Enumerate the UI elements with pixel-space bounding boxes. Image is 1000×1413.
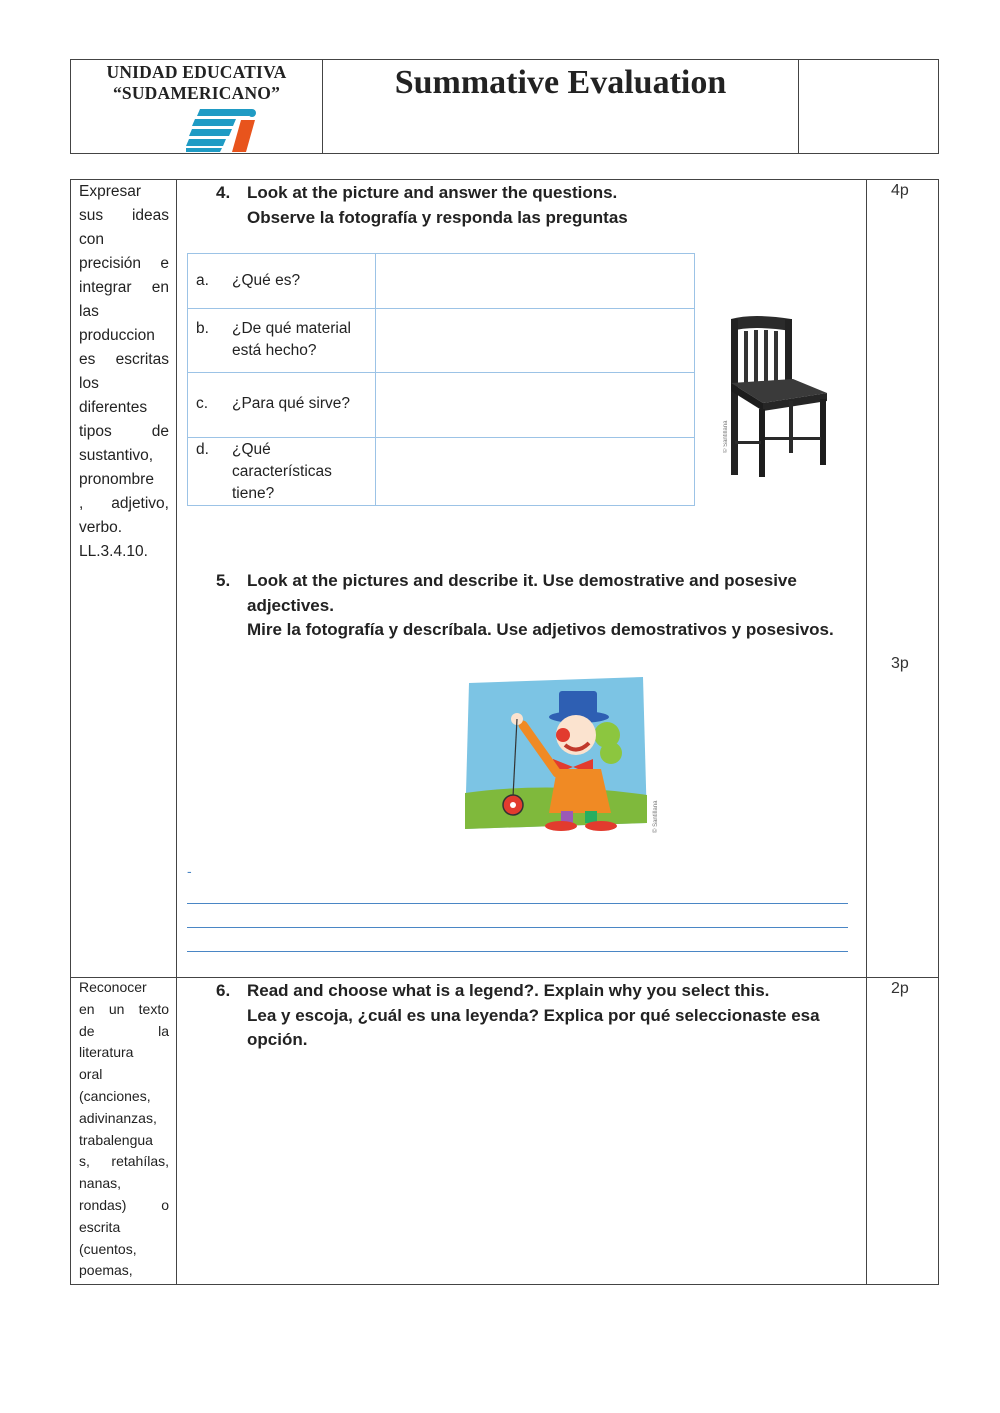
header-table (70, 59, 939, 154)
question-cell (188, 438, 376, 505)
skill-description-2 (79, 977, 169, 1282)
score-q4: 4p (891, 182, 909, 199)
skill-line: los (79, 375, 99, 392)
question-text-en: Read and choose what is a legend?. Explain why you select this. (247, 981, 770, 1000)
school-cell (71, 60, 323, 153)
skill-line: de la (79, 1022, 169, 1039)
question-text-es: Observe la fotografía y responda las preguntas (247, 207, 628, 227)
question-cell (188, 373, 376, 437)
school-name (71, 62, 322, 104)
score-q5: 3p (891, 655, 909, 672)
question-number: 4. (216, 183, 231, 202)
row-letter: c. (196, 395, 209, 412)
question-text-es: Mire la fotografía y descríbala. Use adjetivos demostrativos y posesivos. (247, 620, 834, 639)
skill-line: integrar en (79, 279, 169, 296)
answer-dash: - (187, 863, 192, 879)
question-text-es: Lea y escoja, ¿cuál es una leyenda? Explica por qué seleccionaste esa (247, 1005, 820, 1025)
answer-line[interactable] (187, 904, 848, 928)
skill-line: trabalengua (79, 1131, 153, 1148)
answer-lines[interactable] (187, 864, 848, 952)
question-cell (188, 309, 376, 372)
score-q6: 2p (891, 980, 909, 997)
skill-line: LL.3.4.10. (79, 543, 148, 560)
skill-line: sus ideas (79, 207, 169, 224)
clown-credit: © Santillana (653, 800, 659, 833)
answer-line[interactable] (187, 928, 848, 952)
table-row (188, 309, 694, 373)
skill-line: con (79, 231, 104, 248)
skill-line: (canciones, (79, 1087, 151, 1104)
skill-line: Expresar (79, 183, 142, 200)
table-row (188, 438, 694, 505)
school-logo (186, 107, 260, 153)
question-4 (216, 181, 628, 230)
skill-line: sustantivo, (79, 447, 154, 464)
skill-line: escrita (79, 1218, 121, 1235)
row-letter: b. (196, 320, 209, 337)
skill-line: verbo. (79, 519, 123, 536)
row-question: ¿De qué material está hecho? (232, 320, 351, 359)
skill-line: en un texto (79, 1000, 169, 1017)
school-name-line1: UNIDAD EDUCATIVA (106, 62, 287, 82)
column-divider-right (866, 180, 867, 1284)
skill-line: Reconocer (79, 979, 147, 995)
row-question: ¿Para qué sirve? (232, 395, 351, 412)
skill-line: nanas, (79, 1175, 122, 1192)
school-name-line2: “SUDAMERICANO” (112, 83, 281, 103)
skill-line: , adjetivo, (79, 495, 169, 512)
skill-line: oral (79, 1066, 103, 1083)
answer-cell[interactable] (376, 309, 694, 372)
table-row (188, 373, 694, 438)
answer-cell[interactable] (376, 438, 694, 505)
skill-line: rondas) o (79, 1196, 169, 1213)
column-divider-left (176, 180, 177, 1284)
question-text-en: Look at the picture and answer the questions. (247, 183, 618, 202)
answer-cell[interactable] (376, 254, 694, 308)
skill-description-1 (79, 180, 169, 564)
answer-cell[interactable] (376, 373, 694, 437)
skill-line: precisión e (79, 255, 169, 272)
row-divider (71, 977, 938, 978)
question-5 (216, 569, 834, 643)
answer-line[interactable] (187, 882, 848, 904)
blank-cell (799, 60, 938, 153)
skill-line: pronombre (79, 471, 154, 488)
evaluation-table (70, 179, 939, 1285)
skill-line: adivinanzas, (79, 1109, 157, 1126)
skill-line: tipos de (79, 423, 169, 440)
table-row (188, 254, 694, 309)
row-question: ¿Qué es? (232, 272, 301, 289)
page-title: Summative Evaluation (394, 64, 727, 101)
question-number: 5. (216, 571, 231, 590)
skill-line: poemas, (79, 1262, 133, 1279)
clown-image (461, 673, 671, 843)
question-6 (216, 979, 820, 1053)
question-text-es-cont: opción. (247, 1030, 308, 1049)
skill-line: produccion (79, 327, 155, 344)
question-text-en-cont: adjectives. (247, 595, 334, 615)
question-number: 6. (216, 981, 231, 1000)
skill-line: diferentes (79, 399, 148, 416)
skill-line: es escritas (79, 351, 169, 368)
title-cell (323, 60, 799, 153)
question-text-en: Look at the pictures and describe it. Use demostrative and posesive (247, 571, 797, 590)
chair-credit: © Santillana (723, 420, 729, 453)
row-letter: a. (196, 272, 209, 289)
skill-line: s, retahílas, (79, 1153, 169, 1170)
skill-line: las (79, 303, 99, 320)
skill-line: literatura (79, 1044, 134, 1061)
row-letter: d. (196, 441, 209, 458)
row-question: ¿Qué características tiene? (232, 441, 332, 502)
question-table (187, 253, 695, 506)
chair-image (723, 313, 835, 481)
skill-line: (cuentos, (79, 1240, 137, 1257)
question-cell (188, 254, 376, 308)
